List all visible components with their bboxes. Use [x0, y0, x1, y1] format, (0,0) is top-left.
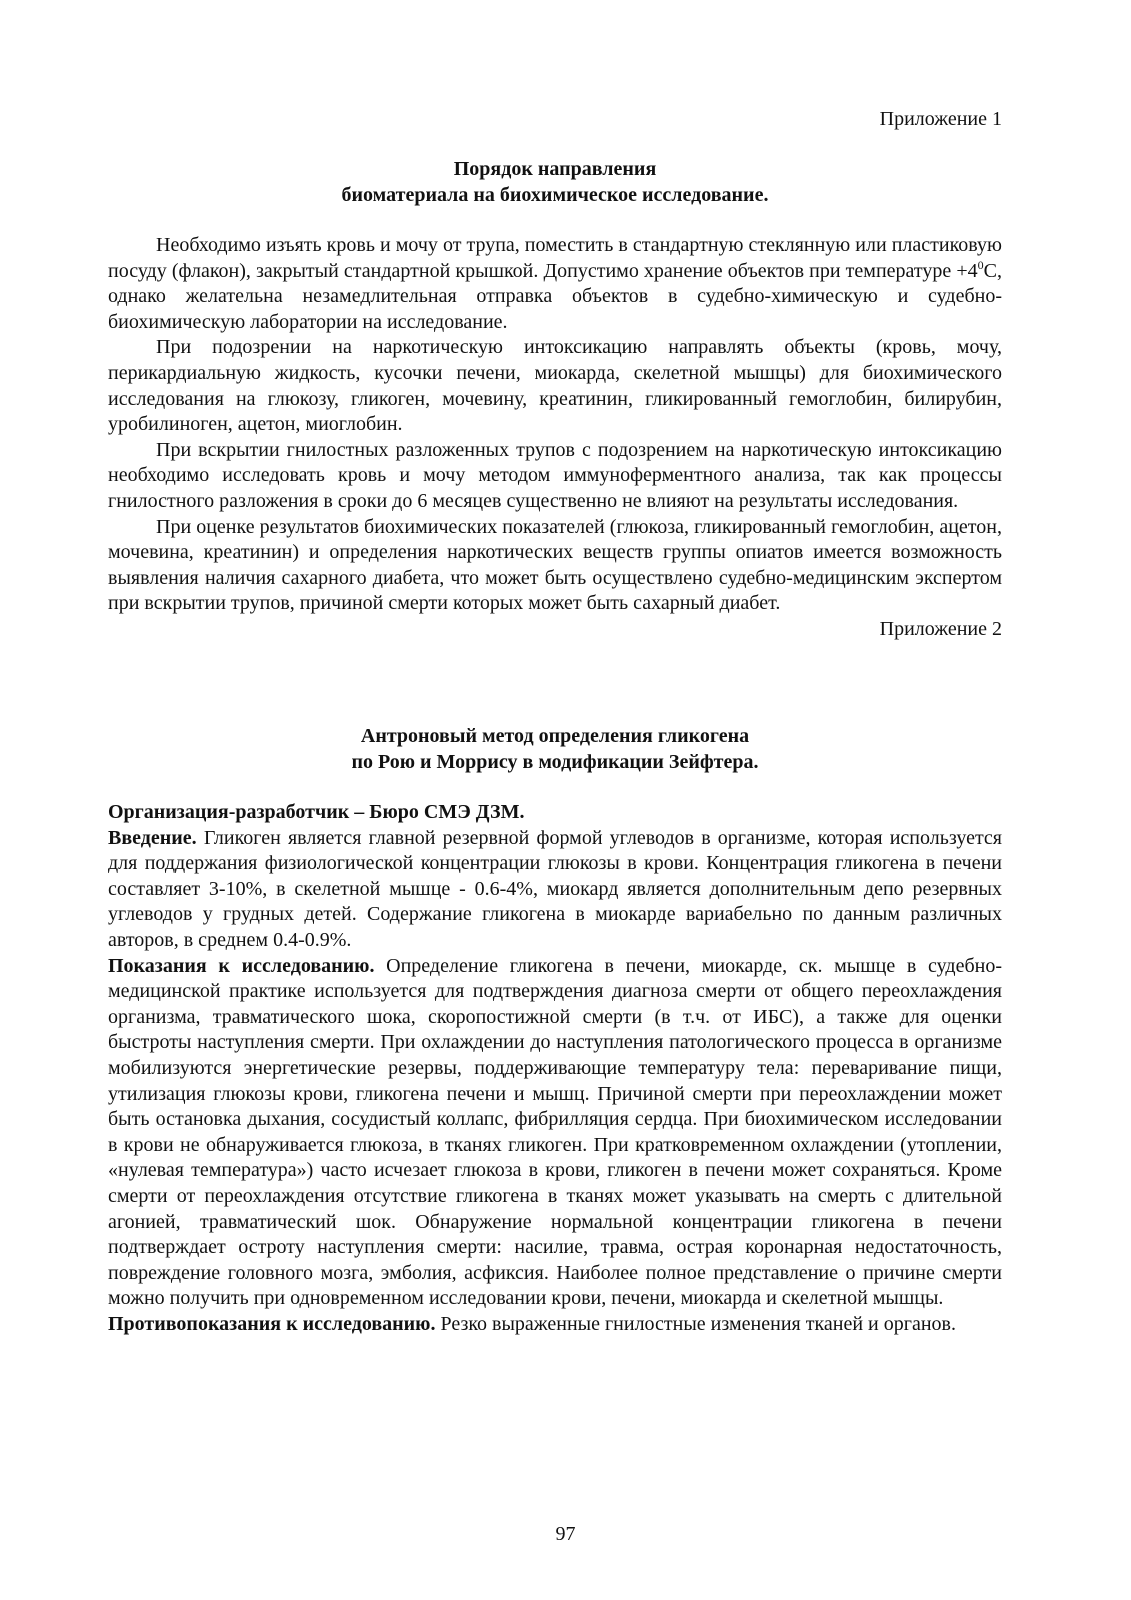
appendix-1-paragraph-4: При оценке результатов биохимических показателей (глюкоза, гликированный гемоглобин, ацетон, мочевина, креатинин) и определения наркотических веществ группы опиатов имеется возможность выявления наличия сахарного диабета, что может быть осуществлено судебно-медицинским экспертом при вскрытии трупов, причиной смерти которых может быть сахарный диабет.	[108, 515, 1002, 615]
appendix-1-label: Приложение 1	[879, 108, 1002, 130]
indications-label: Показания к исследованию.	[108, 954, 375, 977]
appendix-2-title-line-2: по Рою и Моррису в модификации Зейфтера.	[351, 750, 759, 773]
contraindications-label: Противопоказания к исследованию.	[108, 1312, 436, 1335]
paragraph-text: Необходимо изъять кровь и мочу от трупа, поместить в стандартную стеклянную или пластиковую посуду (флакон), закрытый стандартной крышкой. Допустимо хранение объектов при температуре +4	[108, 234, 1002, 282]
paragraph-text: С, однако желательна незамедлительная отправка объектов в судебно-химическую и судебно-биохимическую лаборатории на исследование.	[108, 259, 1002, 333]
appendix-1-title	[108, 157, 1002, 208]
developer-organization	[108, 800, 1002, 826]
appendix-1-title-line-2: биоматериала на биохимическое исследование.	[341, 183, 769, 206]
contraindications-paragraph	[108, 1312, 1002, 1338]
appendix-1-title-line-1: Порядок направления	[453, 158, 657, 180]
appendix-1-body	[108, 233, 1002, 643]
appendix-2-label: Приложение 2	[879, 617, 1002, 640]
appendix-1-paragraph-3: При вскрытии гнилостных разложенных трупов с подозрением на наркотическую интоксикацию необходимо исследовать кровь и мочу методом иммуноферментного анализа, так как процессы гнилостного разложения в сроки до 6 месяцев существенно не влияют на результаты исследования.	[108, 438, 1002, 512]
developer-organization-text: Организация-разработчик – Бюро СМЭ ДЗМ.	[108, 801, 525, 823]
degree-superscript: 0	[977, 257, 984, 272]
page-number: 97	[555, 1523, 576, 1545]
appendix-2-body	[108, 800, 1002, 1337]
indications-paragraph	[108, 954, 1002, 1312]
appendix-1-paragraph-2: При подозрении на наркотическую интоксикацию направлять объекты (кровь, мочу, перикардиальную жидкость, кусочки печени, миокарда, скелетной мышцы) для биохимического исследования на глюкозу, гликоген, мочевину, креатинин, гликированный гемоглобин, билирубин, уробилиноген, ацетон, миоглобин.	[108, 336, 1002, 436]
contraindications-text: Резко выраженные гнилостные изменения тканей и органов.	[440, 1312, 956, 1335]
introduction-label: Введение.	[108, 826, 197, 849]
appendix-2-title	[108, 724, 1002, 775]
indications-text: Определение гликогена в печени, миокарде, ск. мышце в судебно-медицинской практике используется для подтверждения диагноза смерти от общего переохлаждения организма, травматического шока, скоропостижной смерти (в т.ч. от ИБС), а также для оценки быстроты наступления смерти. При охлаждении до наступления патологического процесса в организме мобилизуются энергетические резервы, поддерживающие температуру тела: переваривание пищи, утилизация глюкозы крови, гликогена печени и мышц. Причиной смерти при переохлаждении может быть остановка дыхания, сосудистый коллапс, фибрилляция сердца. При биохимическом исследовании в крови не обнаруживается глюкоза, в тканях гликоген. При кратковременном охлаждении (утоплении, «нулевая температура») часто исчезает глюкоза в крови, гликоген в печени может сохраняться. Кроме смерти от переохлаждения отсутствие гликогена в тканях может указывать на смерть с длительной агонией, травматический шок. Обнаружение нормальной концентрации гликогена в печени подтверждает остроту наступления смерти: насилие, травма, острая коронарная недостаточность, повреждение головного мозга, эмболия, асфиксия. Наиболее полное представление о причине смерти можно получить при одновременном исследовании крови, печени, миокарда и скелетной мышцы.	[108, 954, 1002, 1310]
introduction-paragraph	[108, 826, 1002, 954]
introduction-text: Гликоген является главной резервной формой углеводов в организме, которая используется для поддержания физиологической концентрации глюкозы в крови. Концентрация гликогена в печени составляет 3-10%, в скелетной мышце - 0.6-4%, миокард является дополнительным депо резервных углеводов у грудных детей. Содержание гликогена в миокарде вариабельно по данным различных авторов, в среднем 0.4-0.9%.	[108, 826, 1003, 951]
appendix-1-paragraph-1	[108, 233, 1002, 335]
appendix-2-title-line-1: Антроновый метод определения гликогена	[360, 725, 750, 747]
